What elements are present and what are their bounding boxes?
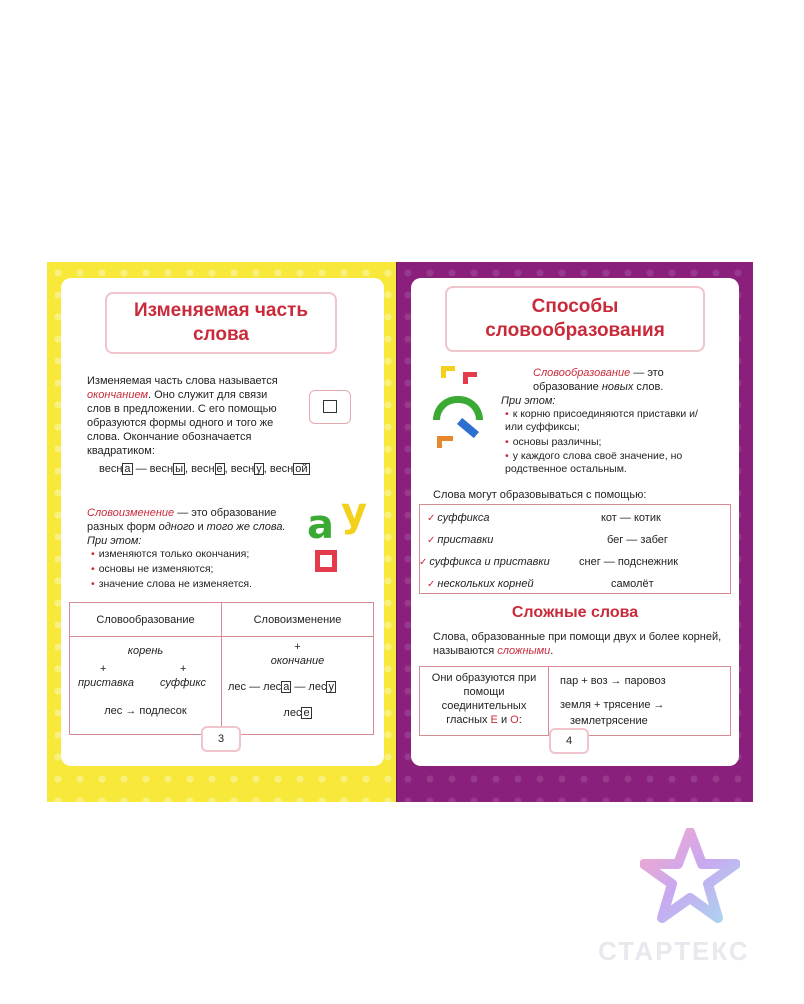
compound-example-3: землетрясение bbox=[570, 715, 648, 727]
left-bullet-3: • значение слова не изменяется. bbox=[91, 578, 252, 591]
page-number-left: 3 bbox=[201, 726, 241, 752]
left-page bbox=[47, 262, 397, 802]
method-example-2: бег — забег bbox=[607, 534, 668, 546]
right-bullet-3: • у каждого слова своё значение, но родственное остальным. bbox=[505, 450, 705, 476]
magnet-letter-u: у bbox=[341, 490, 368, 536]
right-definition: Словообразование — это образование новых слов. bbox=[533, 367, 664, 393]
left-bullet-1: • изменяются только окончания; bbox=[91, 548, 249, 561]
table-header-1: Словообразование bbox=[70, 603, 222, 637]
right-card bbox=[411, 278, 739, 766]
intro-term: окончанием bbox=[87, 389, 148, 401]
right-bullet-2: • основы различны; bbox=[505, 436, 601, 449]
magnet-letter-a: а bbox=[307, 502, 334, 548]
left-pri-etom: При этом: bbox=[87, 535, 142, 547]
ending-square-icon bbox=[323, 400, 337, 413]
magnet-square-icon bbox=[315, 550, 337, 572]
right-title-box bbox=[445, 286, 705, 352]
method-row-4: ✓ нескольких корней bbox=[427, 578, 534, 590]
page-number-right: 4 bbox=[549, 728, 589, 754]
left-card bbox=[61, 278, 384, 766]
method-example-4: самолёт bbox=[611, 578, 654, 590]
compound-text: Слова, образованные при помощи двух и более корней, называются сложными. bbox=[433, 631, 722, 657]
compound-example-1: пар + воз → паровоз bbox=[560, 675, 666, 687]
table-cell-inflection: + окончание лес — лес а — лес у лес е bbox=[222, 637, 374, 735]
method-row-1: ✓ суффикса bbox=[427, 512, 490, 524]
methods-intro: Слова могут образовываться с помощью: bbox=[433, 489, 647, 501]
comparison-table bbox=[69, 602, 374, 735]
left-bullet-2: • основы не изменяются; bbox=[91, 563, 213, 576]
right-pri-etom: При этом: bbox=[501, 395, 556, 407]
compound-title: Сложные слова bbox=[511, 604, 639, 621]
table-header-2: Словоизменение bbox=[222, 603, 374, 637]
compound-example-2: земля + трясение → bbox=[560, 699, 665, 711]
brand-watermark: СТАРТЕКС bbox=[598, 936, 750, 966]
left-page-title: Изменяемая часть слова bbox=[133, 300, 308, 345]
method-row-2: ✓ приставки bbox=[427, 534, 494, 546]
left-definition: Словоизменение — это образование разных форм одного и того же слова. bbox=[87, 507, 286, 533]
right-bullet-1: • к корню присоединяются приставки и/или суффиксы; bbox=[505, 408, 705, 434]
book-spread bbox=[47, 262, 753, 802]
compound-box bbox=[419, 666, 731, 736]
magnet-pieces-icon bbox=[433, 366, 493, 446]
connect-text: Они образуются при помощи соединительных гласных Е и О: bbox=[431, 672, 537, 726]
method-example-1: кот — котик bbox=[601, 512, 661, 524]
table-cell-formation: корень + + приставка суффикс лес → подлесок bbox=[70, 637, 222, 735]
left-intro: Изменяемая часть слова называется окончанием. Оно служит для связи слов в предложении. С его помощью образуются формы одного и того же слова. Окончание обозначается квадратиком: bbox=[87, 375, 278, 457]
ending-sign-box bbox=[309, 390, 351, 424]
method-row-3: ✓ суффикса и приставки bbox=[419, 556, 550, 568]
brand-star-icon bbox=[640, 828, 740, 924]
right-page-title: Способы словообразования bbox=[485, 296, 665, 341]
method-example-3: снег — подснежник bbox=[579, 556, 679, 568]
right-page bbox=[397, 262, 753, 802]
left-title-box bbox=[105, 292, 337, 354]
ending-example: весн а — весн ы , весн е , весн у , весн ой bbox=[99, 463, 308, 475]
